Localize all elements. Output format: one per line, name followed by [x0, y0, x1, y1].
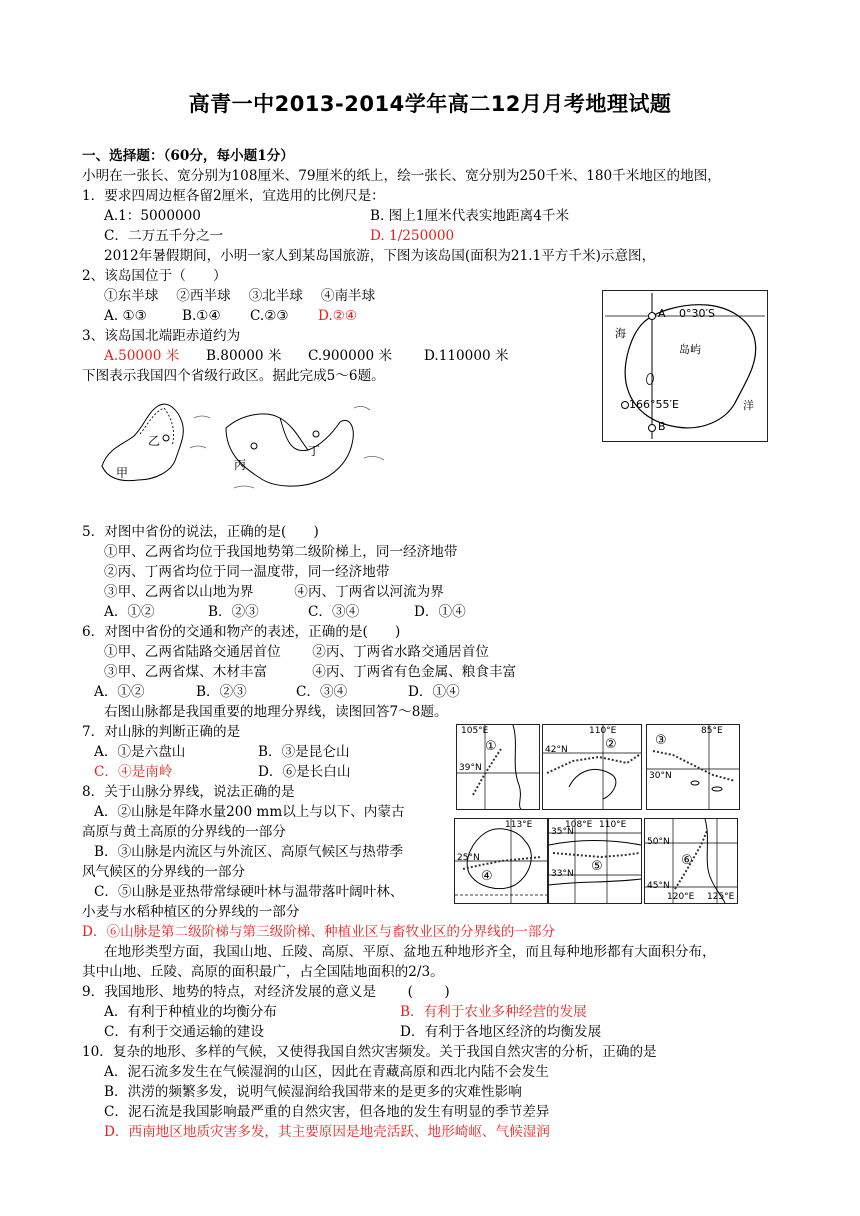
sea-label: 海	[615, 327, 626, 340]
q6-option-d: D．①④	[408, 684, 460, 700]
m4-lat-label: 25°N	[457, 853, 480, 863]
q5-item-2: ②丙、丁两省均位于同一温度带，同一经济地带	[104, 564, 390, 580]
q9-stem: 9．我国地形、地势的特点，对经济发展的意义是 ( )	[82, 984, 450, 1000]
point-b-marker	[648, 424, 656, 432]
q2-option-b: B.①④	[182, 308, 221, 324]
q6-item-2: ③甲、乙两省煤、木材丰富 ④丙、丁两省有色金属、粮食丰富	[104, 664, 517, 680]
q5-option-b: B．②③	[208, 604, 259, 620]
m2-lon-label: 110°E	[589, 726, 617, 736]
q6-option-c: C．③④	[296, 684, 348, 700]
m5-number: ⑤	[591, 859, 603, 874]
q6-option-a: A．①②	[94, 684, 145, 700]
intro-q9-line1: 在地形类型方面，我国山地、丘陵、高原、平原、盆地五种地形齐全，而且每种地形都有大面积分布，	[104, 944, 716, 960]
q1-option-c: C．二万五千分之一	[104, 228, 224, 244]
intro-q5: 下图表示我国四个省级行政区。据此完成5～6题。	[82, 368, 385, 384]
q7-option-d: D．⑥是长白山	[258, 764, 351, 780]
island-label: 岛屿	[679, 343, 701, 356]
q2-option-d: D.②④	[318, 308, 358, 324]
mountain-map-2	[542, 724, 642, 810]
q8-option-c-line1: C．⑤山脉是亚热带常绿硬叶林与温带落叶阔叶林、	[94, 884, 404, 900]
m5-lon1-label: 108°E	[565, 820, 593, 830]
q2-option-c: C.②③	[250, 308, 289, 324]
m3-lat-label: 30°N	[649, 771, 672, 781]
q9-option-a: A．有利于种植业的均衡分布	[104, 1004, 277, 1020]
mountain-map-3	[646, 724, 740, 810]
m5-lat2-label: 33°N	[551, 869, 574, 879]
province-map-drawing	[94, 388, 394, 498]
q6-item-1: ①甲、乙两省陆路交通居首位 ②丙、丁两省水路交通居首位	[104, 644, 489, 660]
q8-option-b-line1: B．③山脉是内流区与外流区、高原气候区与热带季	[94, 844, 404, 860]
q3-option-d: D.110000 米	[424, 348, 509, 364]
m6-lon2-label: 125°E	[707, 892, 735, 902]
q3-stem: 3、该岛国北端距赤道约为	[82, 328, 241, 344]
intro-q7: 右图山脉都是我国重要的地理分界线，读图回答7～8题。	[104, 704, 448, 720]
mountain-map-2-drawing	[543, 725, 641, 809]
q9-option-b: B．有利于农业多种经营的发展	[400, 1004, 587, 1020]
intro-q9-line2: 其中山地、丘陵、高原的面积最广，占全国陆地面积的2/3。	[82, 964, 444, 980]
q2-stem: 2、该岛国位于（ ）	[82, 268, 227, 284]
q5-item-1: ①甲、乙两省均位于我国地势第二级阶梯上，同一经济地带	[104, 544, 458, 560]
ocean-label: 洋	[743, 399, 754, 412]
q7-option-a: A．①是六盘山	[94, 744, 186, 760]
q5-stem: 5．对图中省份的说法，正确的是( )	[82, 524, 319, 540]
page-title: 高青一中2013-2014学年高二12月月考地理试题	[188, 92, 672, 116]
m6-number: ⑥	[681, 853, 693, 868]
q9-option-c: C．有利于交通运输的建设	[104, 1024, 264, 1040]
q3-option-c: C.900000 米	[308, 348, 393, 364]
mountain-map-1	[456, 724, 540, 810]
q6-option-b: B．②③	[196, 684, 247, 700]
q10-option-c: C．泥石流是我国影响最严重的自然灾害，但各地的发生有明显的季节差异	[104, 1104, 550, 1120]
section-heading: 一、选择题：（60分，每小题1分）	[82, 148, 294, 164]
q7-option-b: B．③是昆仑山	[258, 744, 350, 760]
m5-lat1-label: 35°N	[551, 827, 574, 837]
province-map	[94, 388, 394, 498]
q1-option-d: D. 1/250000	[370, 228, 455, 244]
m6-lat2-label: 45°N	[647, 881, 670, 891]
m4-lon-label: 113°E	[505, 820, 533, 830]
mountain-map-6	[644, 818, 738, 904]
q3-option-b: B.80000 米	[206, 348, 282, 364]
intro-q2: 2012年暑假期间，小明一家人到某岛国旅游，下图为该岛国(面积为21.1平方千米)示意图，	[104, 248, 656, 264]
q5-item-3: ③甲、乙两省以山地为界 ④丙、丁两省以河流为界	[104, 584, 444, 600]
m6-lat1-label: 50°N	[647, 837, 670, 847]
point-a-label: A	[658, 307, 666, 320]
m2-lat-label: 42°N	[545, 745, 568, 755]
intro-q1: 小明在一张长、宽分别为108厘米、79厘米的纸上，绘一张长、宽分别为250千米、180千米地区的地图，	[82, 168, 721, 184]
q8-stem: 8．关于山脉分界线，说法正确的是	[82, 784, 295, 800]
province-ding-label: 丁	[308, 444, 321, 458]
province-jia-label: 甲	[116, 466, 129, 480]
q8-option-b-line2: 风气候区的分界线的一部分	[82, 864, 246, 880]
m2-number: ②	[605, 737, 617, 752]
m1-lat-label: 39°N	[459, 763, 482, 773]
q1-stem: 1．要求四周边框各留2厘米，宜选用的比例尺是：	[82, 188, 385, 204]
q5-option-a: A．①②	[104, 604, 155, 620]
m6-lon1-label: 120°E	[667, 892, 695, 902]
point-b-label: B	[658, 420, 666, 433]
q7-stem: 7．对山脉的判断正确的是	[82, 724, 241, 740]
longitude-label: 166°55′E	[629, 398, 679, 411]
q10-option-a: A．泥石流多发生在气候湿润的山区，因此在青藏高原和西北内陆不会发生	[104, 1064, 549, 1080]
m1-number: ①	[485, 739, 497, 754]
island-map	[602, 290, 768, 442]
m3-lon-label: 85°E	[701, 726, 723, 736]
latitude-label: 0°30′S	[679, 307, 715, 320]
q7-option-c: C．④是南岭	[94, 764, 173, 780]
q3-option-a: A.50000 米	[104, 348, 180, 364]
q9-option-d: D．有利于各地区经济的均衡发展	[400, 1024, 602, 1040]
q1-option-a: A.1：5000000	[104, 208, 201, 224]
q8-option-c-line2: 小麦与水稻种植区的分界线的一部分	[82, 904, 300, 920]
q8-option-d: D．⑥山脉是第二级阶梯与第三级阶梯、种植业区与畜牧业区的分界线的一部分	[82, 924, 556, 940]
province-bing-label: 丙	[234, 458, 247, 472]
q2-items: ①东半球 ②西半球 ③北半球 ④南半球	[104, 288, 376, 304]
province-yi-label: 乙	[148, 434, 161, 448]
q6-stem: 6．对图中省份的交通和物产的表述，正确的是( )	[82, 624, 401, 640]
q10-stem: 10．复杂的地形、多样的气候，又使得我国自然灾害频发。关于我国自然灾害的分析，正确的是	[82, 1044, 657, 1060]
q10-option-d: D．西南地区地质灾害多发，其主要原因是地壳活跃、地形崎岖、气候湿润	[104, 1124, 550, 1140]
q8-option-a-line1: A．②山脉是年降水量200 mm以上与以下、内蒙古	[94, 804, 405, 820]
m1-lon-label: 105°E	[461, 726, 489, 736]
q2-option-a: A. ①③	[104, 308, 147, 324]
q8-option-a-line2: 高原与黄土高原的分界线的一部分	[82, 824, 286, 840]
capital-marker	[621, 401, 629, 409]
point-a-marker	[648, 312, 656, 320]
m5-lon2-label: 110°E	[599, 820, 627, 830]
q10-option-b: B．洪涝的频繁多发，说明气候湿润给我国带来的是更多的灾难性影响	[104, 1084, 522, 1100]
mountain-map-5	[548, 818, 642, 904]
m4-number: ④	[481, 869, 493, 884]
q5-option-d: D．①④	[414, 604, 466, 620]
q5-option-c: C．③④	[308, 604, 360, 620]
m3-number: ③	[655, 733, 667, 748]
mountain-map-4	[454, 818, 548, 904]
q1-option-b: B. 图上1厘米代表实地距离4千米	[370, 208, 570, 224]
